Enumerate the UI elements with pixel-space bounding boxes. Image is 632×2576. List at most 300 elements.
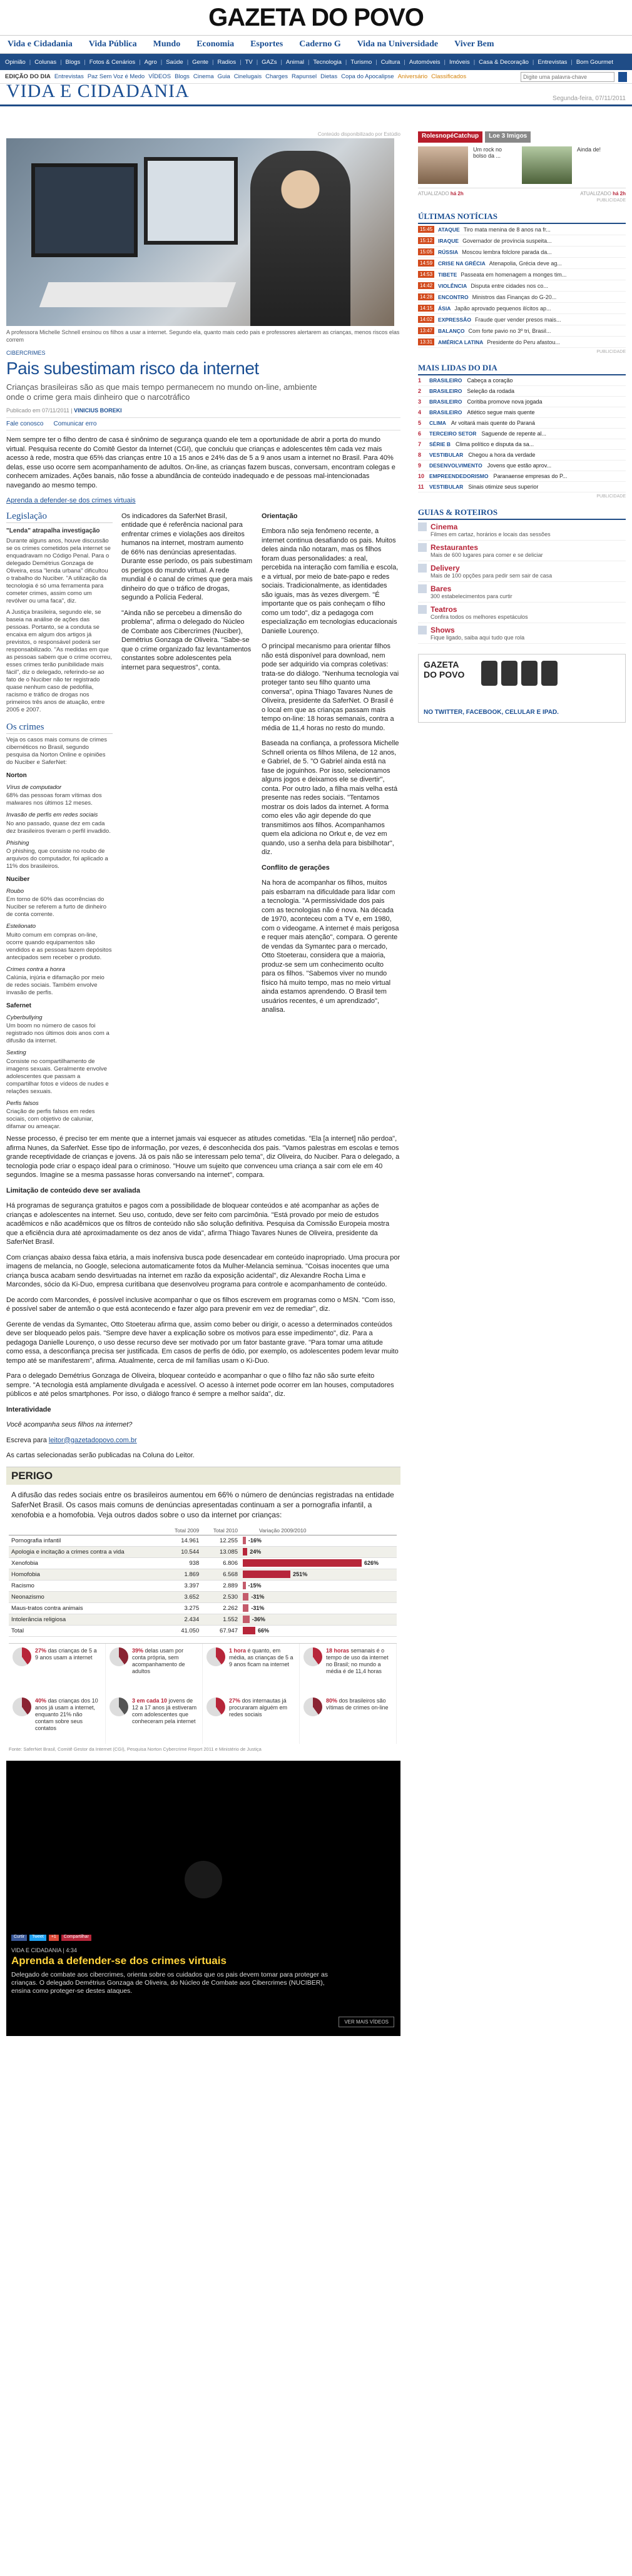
nav-link[interactable]: Vida Pública bbox=[88, 39, 137, 49]
article-column-3 bbox=[262, 512, 399, 1021]
topic-link[interactable]: Dietas bbox=[320, 73, 338, 80]
subnav-link[interactable]: Imóveis bbox=[449, 58, 470, 66]
variation-bar bbox=[243, 1593, 248, 1601]
rank-number: 11 bbox=[418, 484, 424, 490]
crime-group-title: Nuciber bbox=[6, 876, 30, 883]
rank-number: 3 bbox=[418, 399, 422, 405]
row-2010: 12.255 bbox=[201, 1535, 240, 1546]
article-photo bbox=[6, 138, 394, 326]
news-row[interactable] bbox=[418, 258, 626, 269]
write-prefix: Escreva para bbox=[6, 1436, 47, 1444]
nav-link[interactable]: Vida na Universidade bbox=[357, 39, 439, 49]
guide-name[interactable]: Delivery bbox=[431, 564, 460, 573]
news-row[interactable] bbox=[418, 303, 626, 314]
news-topic: IRAQUE bbox=[438, 237, 459, 244]
news-title[interactable]: Japão aprovado pequenos ilícitos ap... bbox=[454, 305, 551, 312]
info-text bbox=[229, 1698, 295, 1718]
info-big: 3 em cada 10 bbox=[132, 1697, 168, 1704]
crime-type: Invasão de perfis em redes sociais bbox=[6, 812, 98, 818]
share-button[interactable]: +1 bbox=[49, 1935, 59, 1941]
most-read-topic: BRASILEIRO bbox=[429, 409, 462, 415]
info-text bbox=[229, 1647, 295, 1668]
news-title[interactable]: Atenapolia, Grécia deve ag... bbox=[489, 260, 562, 267]
news-topic: VIOLÊNCIA bbox=[438, 282, 467, 289]
most-read-title[interactable]: Ar voltará mais quente do Paraná bbox=[451, 420, 535, 426]
guide-desc: Mais de 100 opções para pedir sem sair de casa bbox=[431, 573, 553, 579]
guide-name[interactable]: Restaurantes bbox=[431, 543, 479, 552]
subnav-link[interactable]: Radios bbox=[217, 58, 237, 66]
most-read-row[interactable] bbox=[418, 461, 626, 471]
crime-description: Muito comum em compras on-line, ocorre quando equipamentos são vendidos e as pessoas fazem depósitos antecipados sem receber o produto. bbox=[6, 931, 112, 961]
news-topic: CRISE NA GRÉCIA bbox=[438, 260, 486, 267]
news-title[interactable]: Disputa entre cidades nos co... bbox=[471, 282, 548, 289]
perigo-title: PERIGO bbox=[6, 1467, 400, 1485]
guide-row[interactable] bbox=[418, 582, 626, 603]
info-big: 27% bbox=[35, 1647, 47, 1654]
subnav-link[interactable]: GAZs bbox=[262, 58, 277, 66]
legislation-title: Legislação bbox=[6, 512, 113, 524]
guide-desc: Filmes em cartaz, horários e locais das sessões bbox=[431, 531, 551, 537]
guide-name[interactable]: Shows bbox=[431, 626, 455, 634]
topic-link[interactable]: Aniversário bbox=[397, 73, 428, 80]
separator: | bbox=[256, 58, 258, 66]
info-item bbox=[106, 1644, 203, 1694]
row-label: Racismo bbox=[9, 1580, 163, 1591]
updated-time: há 2h bbox=[613, 191, 626, 196]
subnav-link[interactable]: Fotos & Cenários bbox=[89, 58, 136, 66]
table-row bbox=[9, 1591, 397, 1602]
separator: | bbox=[444, 58, 446, 66]
info-item bbox=[300, 1644, 397, 1694]
mobile-promo-title: GAZETA DO POVO bbox=[424, 659, 465, 680]
row-2010: 13.085 bbox=[201, 1546, 240, 1557]
limit-title: Limitação de conteúdo deve ser avaliada bbox=[6, 1186, 140, 1194]
separator: | bbox=[212, 58, 214, 66]
info-text bbox=[35, 1647, 101, 1661]
article-paragraph: Com crianças abaixo dessa faixa etária, a mais inofensiva busca pode desencadear em conteúdo inapropriado. Uma procura por imagens de melancia, no Google, seleciona automaticamente fotos da Mulher-Melancia seminua. "Coisas inocentes que uma criança busca acabam sendo desvirtuadas na internet em razão da exposição acidental", diz Alexandre Rocha Lima e Marcondes, sócio da Ki-Duo, empresa curitibana que desenvolveu programa para controle e acompanhamento de conteúdo. bbox=[6, 1253, 400, 1288]
featured-text[interactable]: Ainda de! bbox=[577, 146, 601, 153]
nav-link[interactable]: Economia bbox=[196, 39, 235, 49]
most-read-title[interactable]: Paranaense empresas do P... bbox=[493, 473, 568, 479]
featured-thumbnail[interactable] bbox=[522, 146, 572, 184]
topic-link[interactable]: Classificados bbox=[431, 73, 467, 80]
sidebar-featured bbox=[418, 143, 626, 188]
subnav-link[interactable]: Blogs bbox=[65, 58, 81, 66]
row-variation bbox=[240, 1625, 397, 1636]
news-row[interactable] bbox=[418, 325, 626, 337]
most-read-row[interactable] bbox=[418, 482, 626, 492]
most-read-title[interactable]: Sinais otimize seus superior bbox=[468, 484, 539, 490]
news-row[interactable] bbox=[418, 235, 626, 247]
info-desc: semanais é o tempo de uso da internet no Brasil; no mundo a média é de 11,4 horas bbox=[326, 1647, 389, 1674]
most-read-row[interactable] bbox=[418, 471, 626, 482]
guide-name[interactable]: Teatros bbox=[431, 605, 457, 614]
crime-type: Phishing bbox=[6, 839, 29, 847]
info-desc: jovens de 12 a 17 anos já estiveram com adolescentes que conheceram pela internet bbox=[132, 1697, 197, 1724]
article-kicker[interactable]: CIBERCRIMES bbox=[6, 350, 46, 356]
news-time: 14:53 bbox=[418, 271, 434, 278]
news-title[interactable]: Moscou lembra folclore parada da... bbox=[462, 248, 552, 255]
guides-title: GUIAS & ROTEIROS bbox=[418, 507, 626, 520]
share-button[interactable]: Compartilhar bbox=[61, 1935, 91, 1941]
news-title[interactable]: Tiro mata menina de 8 anos na fr... bbox=[463, 226, 551, 233]
guide-desc: Mais de 600 lugares para comer e se deliciar bbox=[431, 552, 543, 558]
article-paragraph: Gerente de vendas da Symantec, Otto Stoeterau afirma que, assim como beber ou dirigir, o acesso a determinados conteúdos deve ser bloqueado pelos pais. "Sempre deve haver a explicação sobre os motivos para esse impedimento", diz. Para a pedagoga Danielle Lourenço, o uso desse recurso deve ser motivado por um fator bastante grave. "Para tomar uma atitude como essa, a desconfiança precisa ser justificada. Em casos de perfis de ódio, por exemplo, os adolescentes podem levar muito tempo até se manifestarem", afirma. Atualmente, cerca de mil famílias usam o Ki-Duo. bbox=[6, 1320, 399, 1365]
info-big: 1 hora bbox=[229, 1647, 247, 1654]
row-2009: 3.397 bbox=[163, 1580, 202, 1591]
subnav-link[interactable]: Turismo bbox=[350, 58, 372, 66]
most-read-title[interactable]: Seleção da rodada bbox=[467, 388, 514, 394]
stat-pie-icon bbox=[13, 1698, 31, 1716]
most-read-topic: SÉRIE B bbox=[429, 441, 451, 447]
news-time: 14:59 bbox=[418, 260, 434, 267]
featured-text[interactable]: Um rock no bolso da ... bbox=[473, 146, 502, 159]
article-byline bbox=[6, 407, 400, 414]
info-text bbox=[132, 1698, 198, 1725]
article-deck: Crianças brasileiras são as que mais tempo permanecem no mundo on-line, ambiente onde o crime gera mais dinheiro que o narcotráfico bbox=[6, 382, 317, 402]
video-title[interactable]: Aprenda a defender-se dos crimes virtuais bbox=[11, 1954, 227, 1967]
news-title[interactable]: Presidente do Peru afastou... bbox=[487, 339, 560, 345]
search-button[interactable] bbox=[618, 72, 627, 82]
legislation-subtitle: "Lenda" atrapalha investigação bbox=[6, 527, 100, 534]
subnav-link[interactable]: Casa & Decoração bbox=[479, 58, 529, 66]
updated-label: ATUALIZADO bbox=[418, 191, 449, 196]
row-2010: 6.806 bbox=[201, 1557, 240, 1569]
separator: | bbox=[532, 58, 534, 66]
most-read-title[interactable]: Saguende de repente al... bbox=[481, 430, 547, 437]
sub-navigation bbox=[0, 54, 632, 70]
most-read-row[interactable] bbox=[418, 386, 626, 397]
most-read-title[interactable]: Atlético segue mais quente bbox=[467, 409, 535, 415]
phones-icon bbox=[481, 661, 558, 686]
site-logo[interactable]: GAZETA DO POVO bbox=[208, 3, 424, 31]
crime-type: Crimes contra a honra bbox=[6, 965, 65, 973]
separator: | bbox=[345, 58, 347, 66]
crimes-title: Os crimes bbox=[6, 723, 113, 735]
interactivity-question: Você acompanha seus filhos na internet? bbox=[6, 1421, 133, 1428]
share-button[interactable]: Curtir bbox=[11, 1935, 27, 1941]
row-variation bbox=[240, 1580, 397, 1591]
news-topic: AMÉRICA LATINA bbox=[438, 339, 484, 345]
most-read-title[interactable]: Cabeça a coração bbox=[467, 377, 513, 384]
nav-link[interactable]: Vida e Cidadania bbox=[8, 39, 73, 49]
info-item bbox=[9, 1644, 106, 1694]
row-label: Total bbox=[9, 1625, 163, 1636]
topic-link[interactable]: Copa do Apocalipse bbox=[341, 73, 394, 80]
crime-description: Um boom no número de casos foi registrado nos últimos dois anos com a difusão da internet. bbox=[6, 1022, 110, 1044]
guide-row[interactable] bbox=[418, 623, 626, 644]
guide-desc: 300 estabelecimentos para curtir bbox=[431, 593, 512, 599]
variation-label: 251% bbox=[293, 1571, 308, 1577]
topic-link[interactable]: Cinema bbox=[193, 73, 214, 80]
most-read-row[interactable] bbox=[418, 375, 626, 386]
share-bar bbox=[6, 1935, 400, 1941]
row-2009: 41.050 bbox=[163, 1625, 202, 1636]
row-label: Xenofobia bbox=[9, 1557, 163, 1569]
subnav-link[interactable]: Opinião bbox=[5, 58, 26, 66]
crime-type: Vírus de computador bbox=[6, 783, 62, 791]
guide-icon bbox=[418, 584, 427, 593]
row-label: Intolerância religiosa bbox=[9, 1614, 163, 1625]
section-title[interactable]: VIDA E CIDADANIA bbox=[6, 81, 190, 101]
row-variation bbox=[240, 1546, 397, 1557]
variation-bar bbox=[243, 1604, 248, 1612]
guides-list bbox=[418, 520, 626, 644]
info-big: 27% bbox=[229, 1697, 241, 1704]
info-text bbox=[132, 1647, 198, 1675]
table-row bbox=[9, 1557, 397, 1569]
news-row[interactable] bbox=[418, 337, 626, 348]
most-read-title[interactable]: Jovens que estão aprov... bbox=[487, 462, 552, 469]
separator: | bbox=[186, 58, 189, 66]
updated-time: há 2h bbox=[450, 191, 464, 196]
topic-link[interactable]: Guia bbox=[217, 73, 230, 80]
most-read-title[interactable]: Chegou a hora da verdade bbox=[468, 452, 536, 458]
guide-row[interactable] bbox=[418, 603, 626, 623]
most-read-row[interactable] bbox=[418, 407, 626, 418]
video-info bbox=[6, 1942, 400, 2000]
most-read-row[interactable] bbox=[418, 418, 626, 429]
main-navigation bbox=[0, 35, 632, 54]
video-section: VIDA E CIDADANIA | 4:34 bbox=[11, 1947, 77, 1953]
subnav-link[interactable]: TV bbox=[245, 58, 253, 66]
most-read-topic: DESENVOLVIMENTO bbox=[429, 462, 482, 469]
row-variation bbox=[240, 1569, 397, 1580]
most-read-list bbox=[418, 375, 626, 492]
mobile-promo-subtitle: NO TWITTER, FACEBOOK, CELULAR E IPAD. bbox=[424, 709, 559, 716]
share-button[interactable]: Tweet bbox=[29, 1935, 46, 1941]
info-desc: das crianças de 5 a 9 anos usam a internet bbox=[35, 1647, 97, 1661]
row-2009: 14.961 bbox=[163, 1535, 202, 1546]
subnav-link[interactable]: Entrevistas bbox=[538, 58, 568, 66]
guide-name[interactable]: Cinema bbox=[431, 522, 458, 531]
sidebar-tab[interactable]: RolesnopéCatchup bbox=[418, 131, 482, 143]
info-item bbox=[203, 1694, 300, 1744]
most-read-topic: CLIMA bbox=[429, 420, 446, 426]
masthead bbox=[0, 0, 632, 35]
photo-credit: Conteúdo disponibilizado por Estúdio bbox=[317, 131, 400, 137]
article-body bbox=[6, 435, 400, 1460]
guide-row[interactable] bbox=[418, 520, 626, 541]
ad-label: PUBLICIDADE bbox=[596, 494, 626, 499]
subnav-link[interactable]: Agro bbox=[144, 58, 157, 66]
article-column-2 bbox=[121, 512, 253, 679]
row-variation bbox=[240, 1557, 397, 1569]
subnav-link[interactable]: Tecnologia bbox=[313, 58, 342, 66]
latest-news-title: ÚLTIMAS NOTÍCIAS bbox=[418, 211, 626, 224]
info-item bbox=[106, 1694, 203, 1744]
nav-link[interactable]: Esportes bbox=[250, 39, 283, 49]
variation-label: -36% bbox=[252, 1616, 265, 1622]
info-item bbox=[203, 1644, 300, 1694]
nav-link[interactable]: Viver Bem bbox=[454, 39, 494, 49]
sidebar-tabs bbox=[418, 131, 626, 143]
rank-number: 5 bbox=[418, 420, 422, 426]
news-time: 13:31 bbox=[418, 339, 434, 345]
separator: | bbox=[473, 58, 476, 66]
separator: | bbox=[60, 58, 62, 66]
rank-number: 2 bbox=[418, 388, 422, 394]
subnav-link[interactable]: Cultura bbox=[380, 58, 400, 66]
featured-meta bbox=[418, 188, 626, 196]
separator: | bbox=[571, 58, 573, 66]
play-icon[interactable] bbox=[185, 1861, 222, 1898]
variation-label: -31% bbox=[251, 1593, 265, 1600]
guide-row[interactable] bbox=[418, 561, 626, 582]
row-2010: 2.889 bbox=[201, 1580, 240, 1591]
row-variation bbox=[240, 1602, 397, 1614]
guide-name[interactable]: Bares bbox=[431, 584, 452, 593]
crime-description: O phishing, que consiste no roubo de arquivos do computador, foi aplicado a 11% dos brasileiros. bbox=[6, 848, 108, 870]
news-row[interactable] bbox=[418, 247, 626, 258]
guide-icon bbox=[418, 626, 427, 634]
stat-pie-icon bbox=[13, 1647, 31, 1666]
article-toolbar bbox=[6, 417, 400, 430]
table-header: Total 2009 bbox=[163, 1526, 202, 1535]
search-input[interactable] bbox=[521, 72, 614, 82]
info-text bbox=[326, 1698, 392, 1711]
row-label: Pornografia infantil bbox=[9, 1535, 163, 1546]
info-item bbox=[300, 1694, 397, 1744]
crime-type: Cyberbullying bbox=[6, 1014, 43, 1021]
news-title[interactable]: Com forte pavio no 3º tri, Brasil... bbox=[468, 327, 551, 334]
defense-link[interactable]: Aprenda a defender-se dos crimes virtuais bbox=[6, 497, 136, 504]
conflict-title: Conflito de gerações bbox=[262, 863, 330, 872]
subnav-link[interactable]: Animal bbox=[285, 58, 304, 66]
featured-thumbnail[interactable] bbox=[418, 146, 468, 184]
topic-items bbox=[54, 73, 466, 80]
nav-link[interactable]: Caderno G bbox=[299, 39, 341, 49]
article-headline: Pais subestimam risco da internet bbox=[6, 359, 259, 378]
info-desc: é quanto, em média, as crianças de 5 a 9 anos ficam na internet bbox=[229, 1647, 293, 1667]
stat-pie-icon bbox=[206, 1647, 225, 1666]
info-big: 39% bbox=[132, 1647, 144, 1654]
closing-note: As cartas selecionadas serão publicadas na Coluna do Leitor. bbox=[6, 1452, 195, 1459]
article-intro: Nem sempre ter o filho dentro de casa é sinônimo de segurança quando ele tem a oportunidade de abrir a porta do mundo virtual. Pesquisa recente do Comitê Gestor da Internet (CGI), que concluiu que crianças e adolescentes têm cada vez mais acesso à rede, mostra que 65% das crianças entre 10 a 15 anos e 24% das de 5 a 9 anos usam a internet no Brasil. Para 40% delas, esse uso ocorre sem acompanhamento de adultos. On-line, as crianças fazem buscas, conversam, encontram colegas e conhecem amizades. Ações banais, não fosse a abundância de conteúdo inadequado e de pessoas mal-intencionadas navegando ao mesmo tempo. bbox=[6, 436, 395, 489]
separator: | bbox=[404, 58, 405, 66]
news-title[interactable]: Governador de província suspeita... bbox=[462, 237, 552, 244]
most-read-title[interactable]: Coritiba promove nova jogada bbox=[467, 399, 543, 405]
crimes-box bbox=[6, 723, 113, 1131]
info-text bbox=[35, 1698, 101, 1732]
nav-link[interactable]: Mundo bbox=[153, 39, 181, 49]
contact-button[interactable]: Fale conosco bbox=[6, 420, 44, 427]
news-time: 15:05 bbox=[418, 248, 434, 255]
subnav-link[interactable]: Automóveis bbox=[409, 58, 441, 66]
most-read-row[interactable] bbox=[418, 397, 626, 407]
news-topic: BALANÇO bbox=[438, 327, 465, 334]
rank-number: 7 bbox=[418, 441, 422, 447]
row-2010: 2.530 bbox=[201, 1591, 240, 1602]
most-read-row[interactable] bbox=[418, 429, 626, 439]
report-error-button[interactable]: Comunicar erro bbox=[53, 420, 97, 427]
subnav-link[interactable]: Bom Gourmet bbox=[576, 58, 613, 66]
most-read-title[interactable]: Clima político e disputa da sa... bbox=[456, 441, 534, 447]
info-desc: delas usam por conta própria, sem acompanhamento de adultos bbox=[132, 1647, 185, 1674]
row-2009: 10.544 bbox=[163, 1546, 202, 1557]
news-title[interactable]: Fraude quer vender presos mais... bbox=[474, 316, 561, 323]
crime-group-title: Norton bbox=[6, 772, 27, 779]
news-row[interactable] bbox=[418, 314, 626, 325]
news-row[interactable] bbox=[418, 292, 626, 303]
article-paragraph: O principal mecanismo para orientar filhos não está disponível para download, nem pode ser adquirido via compras coletivas: trata-se do diálogo. "Nenhuma tecnologia vai proteger tanto seu filho quanto uma conversa", opina Thiago Tavares Nunes de Oliveira, presidente da SaferNet. O Brasil é o local em que as crianças passam mais tempo on-line: 18 horas semanais, contra a média de 11,4 horas no resto do mundo. bbox=[262, 643, 399, 732]
article-columns bbox=[6, 512, 400, 1135]
topic-link[interactable]: Cinelugais bbox=[233, 73, 262, 80]
perigo-table bbox=[9, 1526, 397, 1637]
subnav-link[interactable]: Gente bbox=[192, 58, 209, 66]
rank-number: 8 bbox=[418, 452, 422, 458]
guide-row[interactable] bbox=[418, 541, 626, 561]
separator: | bbox=[160, 58, 163, 66]
separator: | bbox=[84, 58, 86, 66]
topic-link[interactable]: Blogs bbox=[175, 73, 190, 80]
variation-bar bbox=[243, 1537, 246, 1544]
news-topic: ATAQUE bbox=[438, 226, 460, 233]
more-videos-button[interactable]: VER MAIS VÍDEOS bbox=[339, 2017, 394, 2027]
info-grid bbox=[9, 1643, 397, 1744]
crime-description: No ano passado, quase dez em cada dez brasileiros tiveram o perfil invadido. bbox=[6, 820, 111, 835]
news-time: 14:28 bbox=[418, 293, 434, 300]
news-row[interactable] bbox=[418, 280, 626, 292]
news-time: 14:15 bbox=[418, 305, 434, 312]
most-read-title: MAIS LIDAS DO DIA bbox=[418, 363, 626, 375]
most-read-row[interactable] bbox=[418, 439, 626, 450]
row-2010: 67.947 bbox=[201, 1625, 240, 1636]
article-paragraph: Na hora de acompanhar os filhos, muitos pais esbarram na dificuldade para lidar com a tecnologia. "A permissividade dos pais com as tecnologias não é nova. Na década de 1970, aconteceu com a TV e, em 1980, com o videogame. A internet é mais perigosa e requer mais atenção", compara. O gerente de vendas da Symantec para o mercado, Otto Stoeterau, considera que a maioria, produz-se sem um conhecimento oculto para os filhos. "Sabemos viver no mundo físico há muito tempo, mas no meio virtual ainda estamos aprendendo. O Brasil tem usuários recentes, é um aprendizado", analisa. bbox=[262, 879, 399, 1014]
news-row[interactable] bbox=[418, 269, 626, 280]
news-title[interactable]: Ministros das Finanças do G-20... bbox=[472, 293, 557, 300]
video-player[interactable] bbox=[6, 1761, 400, 2036]
stat-pie-icon bbox=[206, 1698, 225, 1716]
topic-link[interactable]: Entrevistas bbox=[54, 73, 84, 80]
topic-bar-label: EDIÇÃO DO DIA bbox=[5, 73, 51, 80]
separator: | bbox=[375, 58, 377, 66]
subnav-link[interactable]: Colunas bbox=[34, 58, 57, 66]
variation-bar bbox=[243, 1571, 290, 1578]
topic-link[interactable]: Charges bbox=[265, 73, 288, 80]
table-header: Variação 2009/2010 bbox=[240, 1526, 397, 1535]
topic-link[interactable]: VÍDEOS bbox=[148, 73, 171, 80]
email-link[interactable]: leitor@gazetadopovo.com.br bbox=[48, 1436, 137, 1444]
interactivity-title: Interatividade bbox=[6, 1405, 51, 1413]
subnav-link[interactable]: Saúde bbox=[166, 58, 183, 66]
sidebar-tab[interactable]: Loe 3 Imigos bbox=[485, 131, 531, 143]
updated-label: ATUALIZADO bbox=[580, 191, 611, 196]
mobile-promo[interactable] bbox=[418, 654, 626, 723]
news-time: 15:12 bbox=[418, 237, 434, 244]
row-variation bbox=[240, 1591, 397, 1602]
photo-person bbox=[250, 151, 350, 326]
info-desc: das crianças dos 10 anos já usam a internet, enquanto 21% não contam sobre seus contatos bbox=[35, 1697, 98, 1731]
topic-link[interactable]: Paz Sem Voz é Medo bbox=[87, 73, 145, 80]
variation-bar bbox=[243, 1616, 250, 1623]
rank-number: 1 bbox=[418, 377, 422, 384]
news-topic: EXPRESSÃO bbox=[438, 316, 471, 323]
most-read-topic: BRASILEIRO bbox=[429, 377, 462, 384]
news-title[interactable]: Passeata em homenagem a monges tim... bbox=[461, 271, 567, 278]
variation-label: 66% bbox=[258, 1627, 270, 1634]
row-label: Neonazismo bbox=[9, 1591, 163, 1602]
row-variation bbox=[240, 1614, 397, 1625]
separator: | bbox=[29, 58, 31, 66]
most-read-topic: BRASILEIRO bbox=[429, 399, 462, 405]
byline-author[interactable]: VINICIUS BOREKI bbox=[74, 407, 122, 414]
topic-link[interactable]: Rapunsel bbox=[292, 73, 317, 80]
news-row[interactable] bbox=[418, 224, 626, 235]
ad-label: PUBLICIDADE bbox=[596, 350, 626, 354]
most-read-row[interactable] bbox=[418, 450, 626, 461]
row-2009: 3.275 bbox=[163, 1602, 202, 1614]
